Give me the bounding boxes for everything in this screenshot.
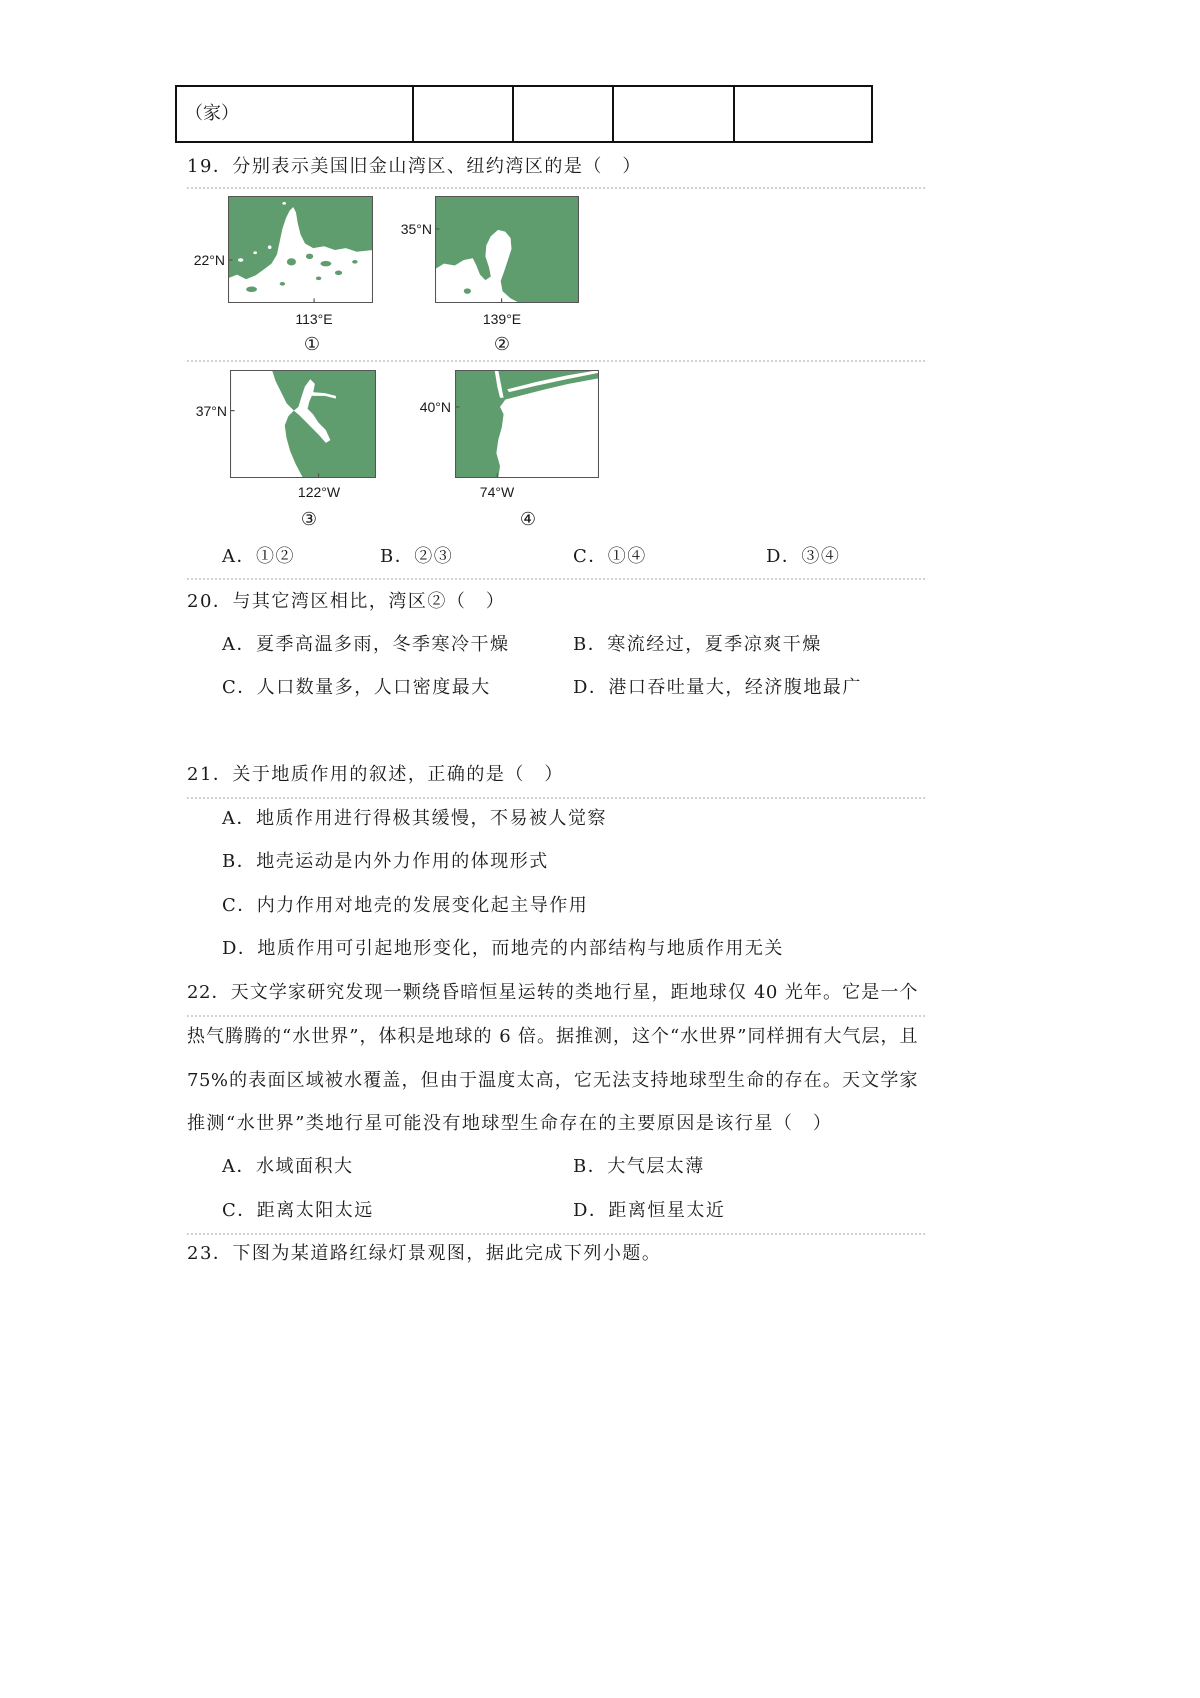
question-21-stem: 21．关于地质作用的叙述，正确的是（ ） (187, 764, 564, 785)
q22-option-d: D．距离恒星太近 (573, 1200, 726, 1221)
map-4 (455, 370, 599, 478)
map-3-marker: ③ (300, 509, 318, 530)
dotted-divider (187, 1233, 925, 1235)
question-23-stem: 23．下图为某道路红绿灯景观图，据此完成下列小题。 (187, 1243, 662, 1264)
question-22-stem-line: 推测“水世界”类地行星可能没有地球型生命存在的主要原因是该行星（ ） (187, 1113, 833, 1134)
question-22-stem-line: 热气腾腾的“水世界”，体积是地球的 6 倍。据推测，这个“水世界”同样拥有大气层，且 (187, 1026, 918, 1047)
lake (282, 202, 286, 205)
q21-option-a: A．地质作用进行得极其缓慢，不易被人觉察 (222, 808, 607, 829)
island (335, 271, 342, 276)
table-cell (512, 87, 612, 141)
map-1-marker: ① (303, 334, 321, 355)
map-4-marker: ④ (519, 509, 537, 530)
q22-option-a: A．水域面积大 (222, 1156, 354, 1177)
question-22-stem-line: 75%的表面区域被水覆盖，但由于温度太高，它无法支持地球型生命的存在。天文学家 (187, 1070, 918, 1091)
question-19-stem: 19．分别表示美国旧金山湾区、纽约湾区的是（ ） (187, 156, 642, 177)
map-1-longitude-label: 113°E (295, 311, 333, 327)
dotted-divider (187, 360, 925, 362)
map-2 (435, 196, 579, 303)
map-4-longitude-label: 74°W (479, 484, 515, 500)
map-4-latitude-label: 40°N (419, 399, 451, 415)
table-cell (177, 87, 412, 141)
island (287, 258, 296, 265)
dotted-divider (187, 797, 925, 799)
map-3-latitude-label: 37°N (195, 403, 227, 419)
dotted-divider (187, 187, 925, 189)
table-fragment (175, 85, 873, 143)
island (352, 260, 357, 264)
table-cell (733, 87, 871, 141)
q20-option-a: A．夏季高温多雨，冬季寒冷干燥 (222, 634, 510, 655)
table-cell (612, 87, 733, 141)
lake (268, 245, 272, 249)
island (464, 288, 471, 293)
lake (253, 251, 257, 254)
island (306, 254, 313, 259)
table-cell (412, 87, 512, 141)
island (246, 287, 257, 292)
island (320, 261, 331, 266)
q20-option-d: D．港口吞吐量大，经济腹地最广 (573, 677, 862, 698)
island (316, 276, 321, 280)
lake (238, 258, 243, 262)
map-1 (228, 196, 373, 303)
q19-option-d: D．③④ (766, 546, 841, 567)
dotted-divider (187, 1015, 925, 1017)
q19-option-c: C．①④ (573, 546, 647, 567)
map-2-longitude-label: 139°E (482, 311, 522, 327)
map-3 (230, 370, 376, 478)
q20-option-b: B．寒流经过，夏季凉爽干燥 (573, 634, 822, 655)
q21-option-b: B．地壳运动是内外力作用的体现形式 (222, 851, 549, 872)
q20-option-c: C．人口数量多，人口密度最大 (222, 677, 491, 698)
map-2-latitude-label: 35°N (400, 221, 432, 237)
map-3-longitude-label: 122°W (297, 484, 341, 500)
table-cell-text: （家） (185, 103, 239, 124)
question-22-stem-line: 22．天文学家研究发现一颗绕昏暗恒星运转的类地行星，距地球仅 40 光年。它是一个 (187, 982, 918, 1003)
q22-option-c: C．距离太阳太远 (222, 1200, 374, 1221)
island (280, 282, 285, 286)
q21-option-c: C．内力作用对地壳的发展变化起主导作用 (222, 895, 589, 916)
map-2-marker: ② (493, 334, 511, 355)
dotted-divider (187, 578, 925, 580)
q21-option-d: D．地质作用可引起地形变化，而地壳的内部结构与地质作用无关 (222, 938, 784, 959)
q19-option-b: B．②③ (380, 546, 454, 567)
q22-option-b: B．大气层太薄 (573, 1156, 705, 1177)
question-20-stem: 20．与其它湾区相比，湾区②（ ） (187, 591, 506, 612)
map-1-latitude-label: 22°N (193, 252, 225, 268)
q19-option-a: A．①② (222, 546, 295, 567)
